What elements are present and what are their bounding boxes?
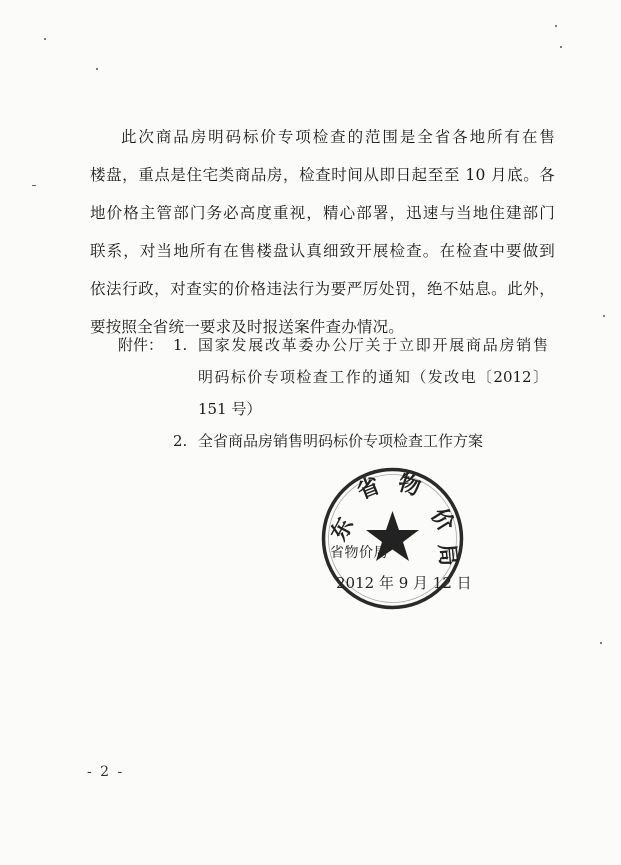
scan-speck xyxy=(600,642,602,644)
attachment-title-line: 151 号） xyxy=(198,400,262,418)
attachment-title-line: 国家发展改革委办公厅关于立即开展商品房销售 xyxy=(198,336,548,354)
attachments-label: 附件： xyxy=(118,336,164,354)
scan-speck xyxy=(555,25,557,27)
issuing-organization: 省物价局 xyxy=(330,545,388,561)
attachment-title-line: 明码标价专项检查工作的通知（发改电〔2012〕 xyxy=(198,368,548,386)
body-line: 要按照全省统一要求及时报送案件查办情况。 xyxy=(90,318,405,336)
body-line: 地价格主管部门务必高度重视，精心部署，迅速与当地住建部门 xyxy=(90,204,555,222)
attachment-item-1-cont xyxy=(118,361,558,393)
body-line: 此次商品房明码标价专项检查的范围是全省各地所有在售 xyxy=(121,128,555,146)
scan-speck xyxy=(44,38,46,40)
attachment-number: 1. xyxy=(173,336,188,354)
body-line: 依法行政，对查实的价格违法行为要严厉处罚，绝不姑息。此外， xyxy=(90,280,555,298)
body-line: 楼盘，重点是住宅类商品房，检查时间从即日起至至 10 月底。各 xyxy=(90,166,555,184)
scan-speck xyxy=(32,185,36,186)
attachment-number: 2. xyxy=(173,432,188,450)
attachment-item-1-cont xyxy=(118,393,558,425)
scan-speck xyxy=(560,46,562,48)
page-number: - 2 - xyxy=(87,764,125,780)
svg-text:价: 价 xyxy=(425,504,459,537)
svg-text:省: 省 xyxy=(353,473,384,505)
attachment-item-1 xyxy=(118,329,558,361)
attachments-section xyxy=(118,329,558,457)
svg-text:物: 物 xyxy=(394,470,424,502)
body-line: 联系，对当地所有在售楼盘认真细致开展检查。在检查中要做到 xyxy=(90,242,555,260)
scan-speck xyxy=(96,68,98,70)
svg-text:局: 局 xyxy=(433,542,461,568)
attachment-title-line: 全省商品房销售明码标价专项检查工作方案 xyxy=(198,432,484,450)
svg-text:东: 东 xyxy=(326,513,360,546)
body-paragraph xyxy=(90,118,555,346)
attachment-item-2 xyxy=(118,425,558,457)
scan-speck xyxy=(603,315,605,317)
issue-date: 2012 年 9 月 12 日 xyxy=(336,574,472,592)
